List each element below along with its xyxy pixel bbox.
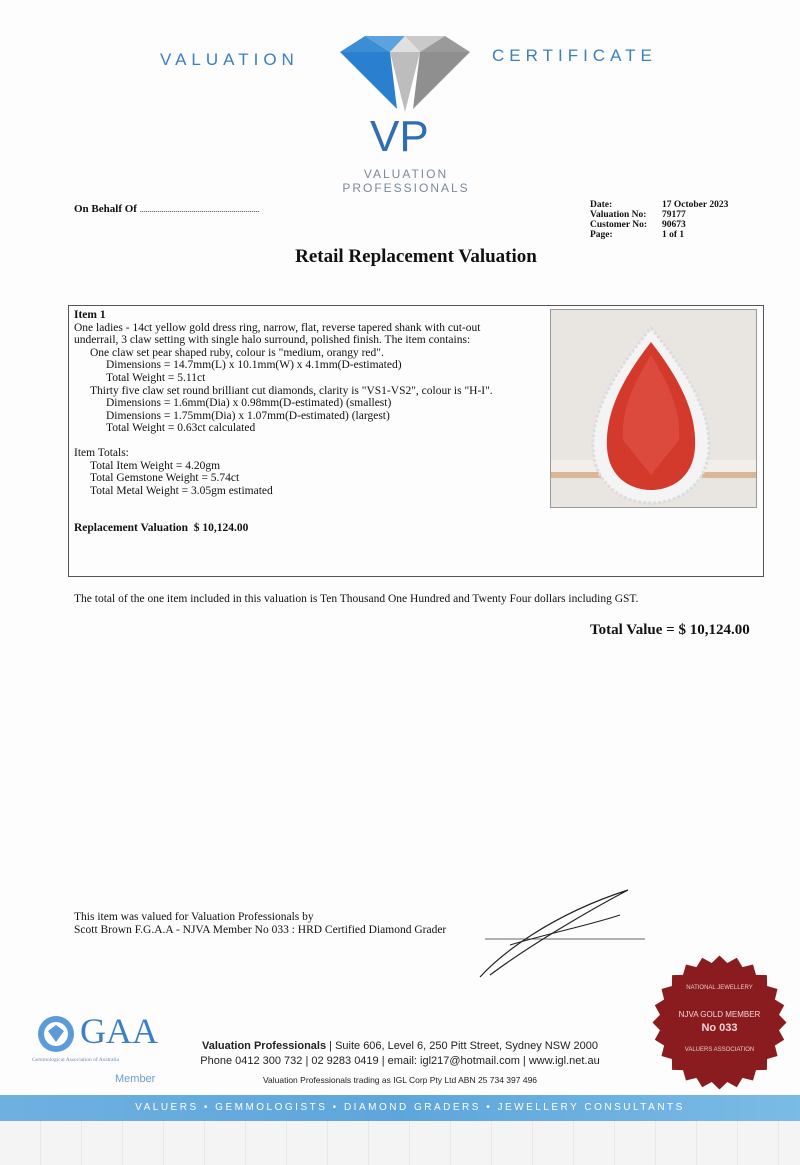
- page-bottom-edge: [0, 1121, 800, 1165]
- meta-value: 17 October 2023: [662, 200, 729, 210]
- meta-label: Customer No:: [590, 220, 648, 230]
- footer-address-text: | Suite 606, Level 6, 250 Pitt Street, Sydney NSW 2000: [326, 1040, 598, 1052]
- valuation-summary: The total of the one item included in this valuation is Ten Thousand One Hundred and Twenty Four dollars including GST.: [74, 593, 639, 605]
- footer-contact: Phone 0412 300 732 | 02 9283 0419 | email: igl217@hotmail.com | www.igl.net.au: [200, 1055, 600, 1067]
- item-heading: Item 1: [74, 309, 106, 321]
- footer-trading: Valuation Professionals trading as IGL Corp Pty Ltd ABN 25 734 397 496: [262, 1075, 538, 1085]
- meta-value: 1 of 1: [662, 230, 685, 240]
- replacement-label: Replacement Valuation: [74, 522, 189, 535]
- on-behalf-value: ............................................................: [139, 205, 260, 214]
- item-line: One ladies - 14ct yellow gold dress ring, narrow, flat, reverse tapered shank with cut-out: [74, 321, 481, 334]
- signature-icon: [470, 885, 650, 985]
- logo-line1: VALUATION: [363, 167, 449, 181]
- replacement-valuation: [74, 522, 544, 535]
- valuer-line1: This item was valued for Valuation Professionals by: [74, 911, 314, 923]
- seal-arc-top: NATIONAL JEWELLERY: [686, 985, 753, 991]
- item-line: Dimensions = 14.7mm(L) x 10.1mm(W) x 4.1mm(D-estimated): [106, 359, 402, 372]
- item-line: Thirty five claw set round brilliant cut diamonds, clarity is "VS1-VS2", colour is "H-I".: [90, 384, 493, 397]
- header-valuation: VALUATION: [160, 50, 299, 69]
- item-line: Dimensions = 1.6mm(Dia) x 0.98mm(D-estimated) (smallest): [106, 397, 392, 410]
- gaa-logo-text: GAA: [80, 1011, 158, 1051]
- ring-photo: [550, 309, 757, 508]
- seal-arc-bottom: VALUERS ASSOCIATION: [684, 1047, 755, 1053]
- meta-value: 79177: [662, 210, 686, 220]
- diamond-logo-icon: [335, 34, 475, 114]
- footer-band-text: VALUERS • GEMMOLOGISTS • DIAMOND GRADERS • JEWELLERY CONSULTANTS: [135, 1102, 685, 1113]
- gaa-subtitle: Gemmological Association of Australia: [32, 1057, 119, 1063]
- document-title: Retail Replacement Valuation: [295, 246, 537, 267]
- valuer-line2: Scott Brown F.G.A.A - NJVA Member No 033 : HRD Certified Diamond Grader: [74, 924, 447, 936]
- total-line: Total Metal Weight = 3.05gm estimated: [90, 484, 273, 497]
- seal-line1: NJVA GOLD MEMBER: [678, 1010, 761, 1019]
- total-line: Total Gemstone Weight = 5.74ct: [90, 472, 240, 485]
- valuation-meta: [590, 200, 728, 240]
- total-value: Total Value = $ 10,124.00: [590, 622, 750, 638]
- meta-value: 90673: [662, 220, 686, 230]
- logo-line2: PROFESSIONALS: [342, 181, 470, 195]
- footer-company: Valuation Professionals: [202, 1040, 327, 1052]
- total-line: Total Item Weight = 4.20gm: [90, 459, 221, 472]
- item-line: Dimensions = 1.75mm(Dia) x 1.07mm(D-estimated) (largest): [106, 409, 390, 422]
- logo-initials: VP: [370, 112, 429, 161]
- meta-label: Valuation No:: [590, 210, 647, 220]
- item-description: [74, 309, 544, 535]
- footer-address: [170, 1040, 630, 1052]
- footer-band: [0, 1095, 800, 1121]
- replacement-value: $ 10,124.00: [193, 522, 249, 535]
- item-line: Total Weight = 0.63ct calculated: [106, 422, 256, 435]
- seal-line2: No 033: [701, 1022, 738, 1034]
- valuer-statement: [74, 911, 446, 937]
- gaa-member: Member: [115, 1073, 156, 1085]
- totals-heading: Item Totals:: [74, 446, 129, 459]
- njva-seal: [652, 955, 787, 1090]
- item-line: One claw set pear shaped ruby, colour is "medium, orangy red".: [90, 346, 384, 359]
- on-behalf-of: [74, 203, 260, 215]
- gaa-emblem-icon: [36, 1014, 76, 1054]
- on-behalf-label: On Behalf Of: [74, 203, 137, 215]
- item-line: Total Weight = 5.11ct: [106, 371, 206, 384]
- ruby-ring-image: [551, 310, 756, 507]
- meta-label: Page:: [590, 230, 613, 240]
- meta-label: Date:: [590, 200, 613, 210]
- item-line: underrail, 3 claw setting with single halo surround, polished finish. The item contains:: [74, 334, 471, 347]
- header-certificate: CERTIFICATE: [492, 46, 657, 65]
